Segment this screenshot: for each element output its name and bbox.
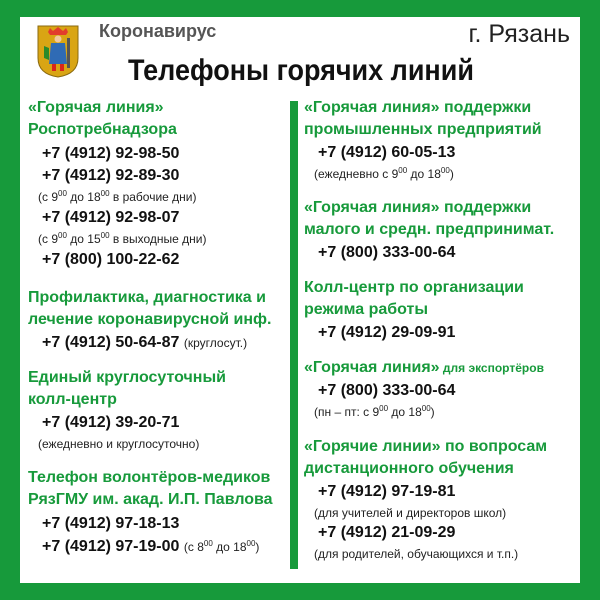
volunteers-heading-line-2: РязГМУ им. акад. И.П. Павлова bbox=[28, 491, 273, 508]
prevention-note: (круглосут.) bbox=[183, 336, 248, 350]
smallbiz-heading-line-2: малого и средн. предпринимат. bbox=[304, 221, 555, 238]
exporters-phone[interactable]: +7 (800) 333-00-64 bbox=[318, 382, 456, 399]
exporters-heading: «Горячая линия» для экспортёров bbox=[304, 359, 544, 376]
callcenter-note: (ежедневно и круглосуточно) bbox=[38, 437, 200, 451]
distance-heading-line-2: дистанционного обучения bbox=[304, 460, 514, 477]
workmode-phone[interactable]: +7 (4912) 29-09-91 bbox=[318, 324, 456, 341]
industry-heading-line-2: промышленных предприятий bbox=[304, 121, 542, 138]
industry-phone[interactable]: +7 (4912) 60-05-13 bbox=[318, 144, 456, 161]
prevention-heading-line-2: лечение коронавирусной инф. bbox=[28, 311, 272, 328]
prevention-heading-line-1: Профилактика, диагностика и bbox=[28, 289, 266, 306]
distance-heading-line-1: «Горячие линии» по вопросам bbox=[304, 438, 548, 455]
rospotrebnadzor-note-2: (с $9^{00}$ до $18^{00}$ в рабочие дни) bbox=[38, 189, 197, 204]
header-topic: Коронавирус bbox=[99, 21, 217, 41]
volunteers-phone-1[interactable]: +7 (4912) 97-18-13 bbox=[42, 515, 180, 532]
smallbiz-phone[interactable]: +7 (800) 333-00-64 bbox=[318, 244, 456, 261]
workmode-heading-line-1: Колл-центр по организации bbox=[304, 279, 524, 296]
rospotrebnadzor-phone-1[interactable]: +7 (4912) 92-98-50 bbox=[42, 145, 180, 162]
smallbiz-heading-line-1: «Горячая линия» поддержки bbox=[304, 199, 532, 216]
distance-note-1: (для учителей и директоров школ) bbox=[314, 506, 507, 520]
industry-note: (ежедневно с $9^{00}$ до $18^{00}$) bbox=[314, 166, 454, 181]
rospotrebnadzor-phone-3[interactable]: +7 (4912) 92-98-07 bbox=[42, 209, 180, 226]
distance-phone-2[interactable]: +7 (4912) 21-09-29 bbox=[318, 524, 456, 541]
exporters-note: (пн – пт: с $9^{00}$ до $18^{00}$) bbox=[314, 404, 435, 419]
callcenter-phone[interactable]: +7 (4912) 39-20-71 bbox=[42, 414, 180, 431]
column-divider bbox=[290, 101, 298, 569]
workmode-heading-line-2: режима работы bbox=[304, 301, 429, 318]
rospotrebnadzor-phone-2[interactable]: +7 (4912) 92-89-30 bbox=[42, 167, 180, 184]
ryazan-coat-of-arms-icon bbox=[36, 24, 80, 78]
callcenter-heading-line-1: Единый круглосуточный bbox=[28, 369, 226, 386]
callcenter-heading-line-2: колл-центр bbox=[28, 391, 117, 408]
distance-note-2: (для родителей, обучающихся и т.п.) bbox=[314, 547, 519, 561]
volunteers-phone-2[interactable]: +7 (4912) 97-19-00 (с $8^{00}$ до $18^{00}$) bbox=[42, 538, 260, 555]
industry-heading-line-1: «Горячая линия» поддержки bbox=[304, 99, 532, 116]
rospotrebnadzor-note-3: (с $9^{00}$ до $15^{00}$ в выходные дни) bbox=[38, 231, 207, 246]
poster-card bbox=[20, 17, 580, 583]
volunteers-note-2: (с $8^{00}$ до $18^{00}$) bbox=[183, 539, 260, 554]
volunteers-heading-line-1: Телефон волонтёров-медиков bbox=[28, 469, 271, 486]
distance-phone-1[interactable]: +7 (4912) 97-19-81 bbox=[318, 483, 456, 500]
header-city: г. Рязань bbox=[468, 20, 570, 48]
prevention-phone[interactable]: +7 (4912) 50-64-87 (круглосут.) bbox=[42, 334, 248, 351]
rospotrebnadzor-phone-4[interactable]: +7 (800) 100-22-62 bbox=[42, 251, 180, 268]
rospotrebnadzor-heading-line-1: «Горячая линия» bbox=[28, 99, 164, 116]
page-title: Телефоны горячих линий bbox=[128, 54, 474, 87]
rospotrebnadzor-heading-line-2: Роспотребнадзора bbox=[28, 121, 177, 138]
